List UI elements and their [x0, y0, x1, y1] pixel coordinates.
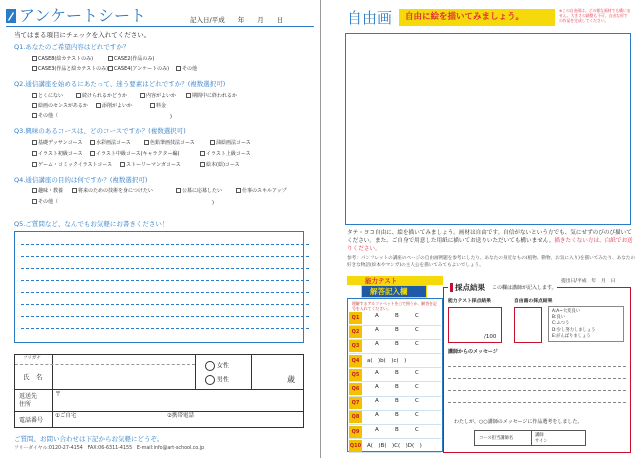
footer-contact[interactable]: フリーダイヤル:0120-27-4154 FAX:06-6311-4155 E-mail:info@art-school.co.jp	[14, 446, 205, 451]
grade-item: B:良い	[552, 315, 565, 321]
ability-test-header	[347, 276, 443, 285]
answer-row[interactable]	[349, 339, 441, 354]
answer-row[interactable]	[349, 382, 441, 397]
answer-blanks[interactable]: a( )b( )c( )	[367, 357, 407, 364]
answer-choice[interactable]: B	[395, 313, 399, 319]
message-line	[448, 378, 626, 379]
answer-choice[interactable]: B	[395, 412, 399, 419]
grade-item: D:少し努力しましょう	[552, 327, 596, 333]
instructor-divider	[531, 431, 532, 445]
answer-row[interactable]	[349, 410, 441, 425]
q2-option-5[interactable]: 絵画のセンスがあるか	[32, 103, 88, 109]
q1-option-2[interactable]: CASE2(作品のみ)	[108, 56, 154, 62]
title-pencil-icon	[6, 8, 16, 22]
q5-line	[21, 316, 309, 317]
q4-option-other[interactable]: その他（	[32, 199, 58, 205]
q2-option-6[interactable]: 添削がよいか	[96, 103, 132, 109]
answer-choice[interactable]: C	[415, 341, 419, 348]
scoring-note: この欄は講師が記入します。	[492, 285, 557, 291]
q2-option-3[interactable]: 内容がよいか	[140, 93, 176, 99]
q3-option-1[interactable]: 基礎デッサンコース	[32, 140, 82, 146]
answer-choice[interactable]: B	[395, 426, 399, 433]
scoring-panel	[443, 280, 633, 456]
q2-option-4[interactable]: 期間中に終われるか	[186, 93, 237, 99]
age-unit: 歳	[287, 375, 295, 384]
banner-note: ※この自由画は、どの様な画材でも構いません。大きさの調整も不可、自由な形での作品を完成してください。	[559, 8, 631, 23]
name-input[interactable]	[55, 365, 195, 389]
answer-choice[interactable]: B	[395, 369, 399, 376]
q2-label: Q2.通信講座を始めるにあたって、迷う要素はどれですか？(複数選択可)	[14, 80, 226, 88]
answer-row[interactable]	[349, 396, 441, 411]
q2-option-1[interactable]: とくにない	[32, 93, 63, 99]
answer-choice[interactable]: C	[415, 384, 419, 390]
answer-row[interactable]	[349, 425, 441, 440]
gender-female-option[interactable]: 女性	[205, 361, 229, 371]
message-line	[448, 366, 626, 367]
q3-option-6[interactable]: イラスト中級コース(キャラクター編)	[90, 151, 179, 157]
q1-option-4[interactable]: CASE4(アンケートのみ)	[108, 66, 169, 72]
q2-option-other[interactable]: その他（	[32, 113, 58, 119]
grade-item: E:がんばりましょう	[552, 333, 591, 339]
home-phone-field[interactable]: ①ご自宅	[55, 413, 77, 419]
q5-line	[21, 292, 309, 293]
free-drawing-title: 自由画	[347, 9, 393, 27]
ability-score-suffix: /100	[484, 334, 497, 340]
personal-info-form	[14, 354, 304, 428]
answer-choice[interactable]: C	[415, 412, 419, 419]
q1-option-5[interactable]: その他	[176, 66, 197, 72]
q2-option-2[interactable]: 続けられるかどうか	[76, 93, 127, 99]
q5-line	[21, 256, 309, 257]
scoring-title: 採点結果	[455, 283, 485, 292]
course-instructor-label: コース担当講師名	[479, 436, 514, 441]
banner	[399, 9, 555, 26]
q1-option-3[interactable]: CASE3(作品と絵カテストのみ)	[32, 66, 108, 72]
grade-list	[552, 309, 620, 340]
answer-row[interactable]	[349, 368, 441, 383]
message-line	[448, 390, 626, 391]
q3-label: Q3.興味のあるコースは、どのコースですか？(複数選択可)	[14, 127, 186, 135]
answer-sheet	[347, 298, 443, 452]
right-page	[320, 0, 640, 458]
question-number: Q6	[349, 383, 362, 395]
question-number: Q10	[349, 440, 362, 452]
answer-choice[interactable]: A	[375, 313, 379, 319]
ability-test-title: 能力テスト	[365, 276, 398, 285]
drawing-description: タテ・ヨコ自由に、絵を描いてみましょう。画材は自由です。自信がないという方でも、気にせずのびのび描いてください。また、ご自身で用意した用紙に描いてお送りいただいても構いません。描きたくない方は、白紙でお送りください。	[347, 230, 633, 252]
answer-instruction: 理解するアルファベットを○で囲うか、解答を記号を入れてください。	[352, 301, 437, 311]
instructor-sign-label: 講師 サイン	[535, 433, 548, 444]
question-number: Q3	[349, 340, 362, 352]
q4-other-close: )	[212, 200, 214, 206]
q5-line	[21, 244, 309, 245]
grade-item: A:A~大変良い	[552, 309, 581, 314]
answer-choice[interactable]: A	[375, 327, 379, 334]
q3-option-8[interactable]: ゲーム・コミックイラストコース	[32, 162, 112, 168]
answer-badge	[361, 285, 427, 298]
q4-label: Q4.通信講座の目的は何ですか？(複数選択可)	[14, 176, 148, 184]
q4-option-3[interactable]: 公募に応募したい	[176, 188, 222, 194]
date-field[interactable]: 記入日/平成 年 月 日	[190, 16, 284, 24]
q5-label: Q5.ご質問など、なんでもお気軽にお書きください！	[14, 220, 169, 228]
banner-text: 自由に絵を描いてみましょう。	[405, 12, 525, 22]
instructor-box	[474, 430, 586, 446]
answer-blanks[interactable]: A( )B( )C( )D( )	[367, 442, 422, 449]
row-rule	[15, 411, 303, 412]
question-number: Q4	[349, 355, 362, 367]
answer-choice[interactable]: A	[375, 384, 379, 390]
q3-option-4[interactable]: 油絵画法コース	[210, 140, 251, 146]
answer-row[interactable]	[349, 311, 441, 326]
free-score-label: 自由画の採点結果	[514, 299, 553, 304]
q5-comment-box[interactable]	[14, 231, 304, 343]
answer-choice[interactable]: B	[395, 384, 399, 390]
drawing-area[interactable]	[345, 33, 631, 225]
ability-test-panel	[347, 276, 443, 452]
submission-date[interactable]: 提出日/平成 年 月 日	[561, 279, 616, 284]
answer-choice[interactable]: C	[415, 426, 419, 433]
message-line	[448, 402, 626, 403]
answer-badge-text: 解答記入欄	[370, 287, 408, 296]
q5-line	[21, 268, 309, 269]
postal-mark: 〒	[55, 391, 62, 398]
answer-choice[interactable]: C	[415, 369, 419, 376]
gender-column	[195, 355, 196, 389]
question-number: Q7	[349, 397, 362, 409]
q3-option-5[interactable]: イラスト初級コース	[32, 151, 83, 157]
age-column	[251, 355, 252, 389]
answer-choice[interactable]: A	[375, 369, 379, 376]
drawing-reference: 参考：パンフレットの講座のページの自由画例題を参考にしたり、あなたの身近なもの(植物、動物、お気に入り)を描いてみたり、あなたの好きな物語(絵本やマンガ)の主人公を描いてみてもよいでしょう。	[347, 256, 636, 268]
row-rule	[15, 389, 303, 390]
footer-question: ご質問、お問い合わせは下記からお気軽にどうぞ。	[14, 435, 164, 443]
instruction-text: 当てはまる項目にチェックを入れてください。	[14, 31, 151, 39]
question-number: Q5	[349, 369, 362, 381]
survey-title: アンケートシート	[19, 6, 147, 25]
q5-line	[21, 328, 309, 329]
answer-choice[interactable]: A	[375, 426, 379, 433]
address-label: 返送先 住所	[19, 393, 38, 408]
message-area[interactable]	[448, 358, 626, 408]
answer-choice[interactable]: C	[415, 327, 419, 334]
answer-choice[interactable]: B	[395, 398, 399, 405]
answer-choice[interactable]: A	[375, 341, 379, 348]
answer-row[interactable]	[349, 439, 441, 454]
q3-option-3[interactable]: 色鉛筆画技法コース	[144, 140, 195, 146]
q2-other-close: )	[170, 114, 172, 120]
grade-legend	[548, 306, 624, 342]
q3-option-10[interactable]: 絵本(絵)コース	[200, 162, 240, 168]
q4-option-4[interactable]: 仕事のスキルアップ	[236, 188, 287, 194]
q5-line	[21, 304, 309, 305]
q3-option-2[interactable]: 水彩画法コース	[90, 140, 131, 146]
q4-option-1[interactable]: 趣味・教養	[32, 188, 63, 194]
answer-choice[interactable]: C	[415, 398, 419, 405]
gender-male-option[interactable]: 男性	[205, 375, 229, 385]
female-radio-icon	[205, 361, 215, 371]
answer-choice[interactable]: B	[395, 327, 399, 334]
answer-choice[interactable]: C	[415, 313, 419, 319]
furigana-label: フリガナ	[23, 356, 41, 361]
q4-option-2[interactable]: 将来のための技術を身につけたい	[72, 188, 153, 194]
scoring-title-marker	[450, 283, 453, 292]
scoring-frame	[443, 283, 631, 453]
q1-label: Q1.あなたのご希望内容はどれですか？	[14, 43, 130, 51]
description-red-note: 描きたくない方は、白紙でお送りください。	[347, 238, 633, 252]
question-number: Q1	[349, 312, 362, 324]
ability-score-label: 能力テスト採点結果	[448, 299, 491, 304]
answer-choice[interactable]: A	[375, 398, 379, 405]
title-rule	[6, 26, 314, 27]
male-radio-icon	[205, 375, 215, 385]
message-label: 講師からのメッセージ	[448, 349, 498, 355]
q1-option-1[interactable]: CASE8(絵カテストのみ)	[32, 56, 93, 62]
mobile-phone-field[interactable]: ②携帯電話	[167, 413, 194, 419]
grade-item: C:ふつう	[552, 321, 570, 327]
question-number: Q8	[349, 411, 362, 423]
free-score-box[interactable]	[514, 307, 542, 343]
answer-row[interactable]	[349, 325, 441, 340]
answer-row[interactable]	[349, 354, 441, 369]
answer-choice[interactable]: A	[375, 412, 379, 419]
name-label: 氏 名	[23, 373, 43, 381]
address-input[interactable]	[55, 399, 301, 409]
question-number: Q9	[349, 426, 362, 438]
answer-choice[interactable]: B	[395, 341, 399, 348]
phone-label: 電話番号	[19, 417, 44, 424]
question-number: Q2	[349, 326, 362, 338]
closing-statement: わたしが、○○講師のメッセージに作品選考をしました。	[454, 419, 583, 425]
q3-option-9[interactable]: ストーリーマンガコース	[120, 162, 181, 168]
q5-line	[21, 280, 309, 281]
q3-option-7[interactable]: イラスト上級コース	[200, 151, 251, 157]
q2-option-7[interactable]: 料金	[150, 103, 166, 109]
